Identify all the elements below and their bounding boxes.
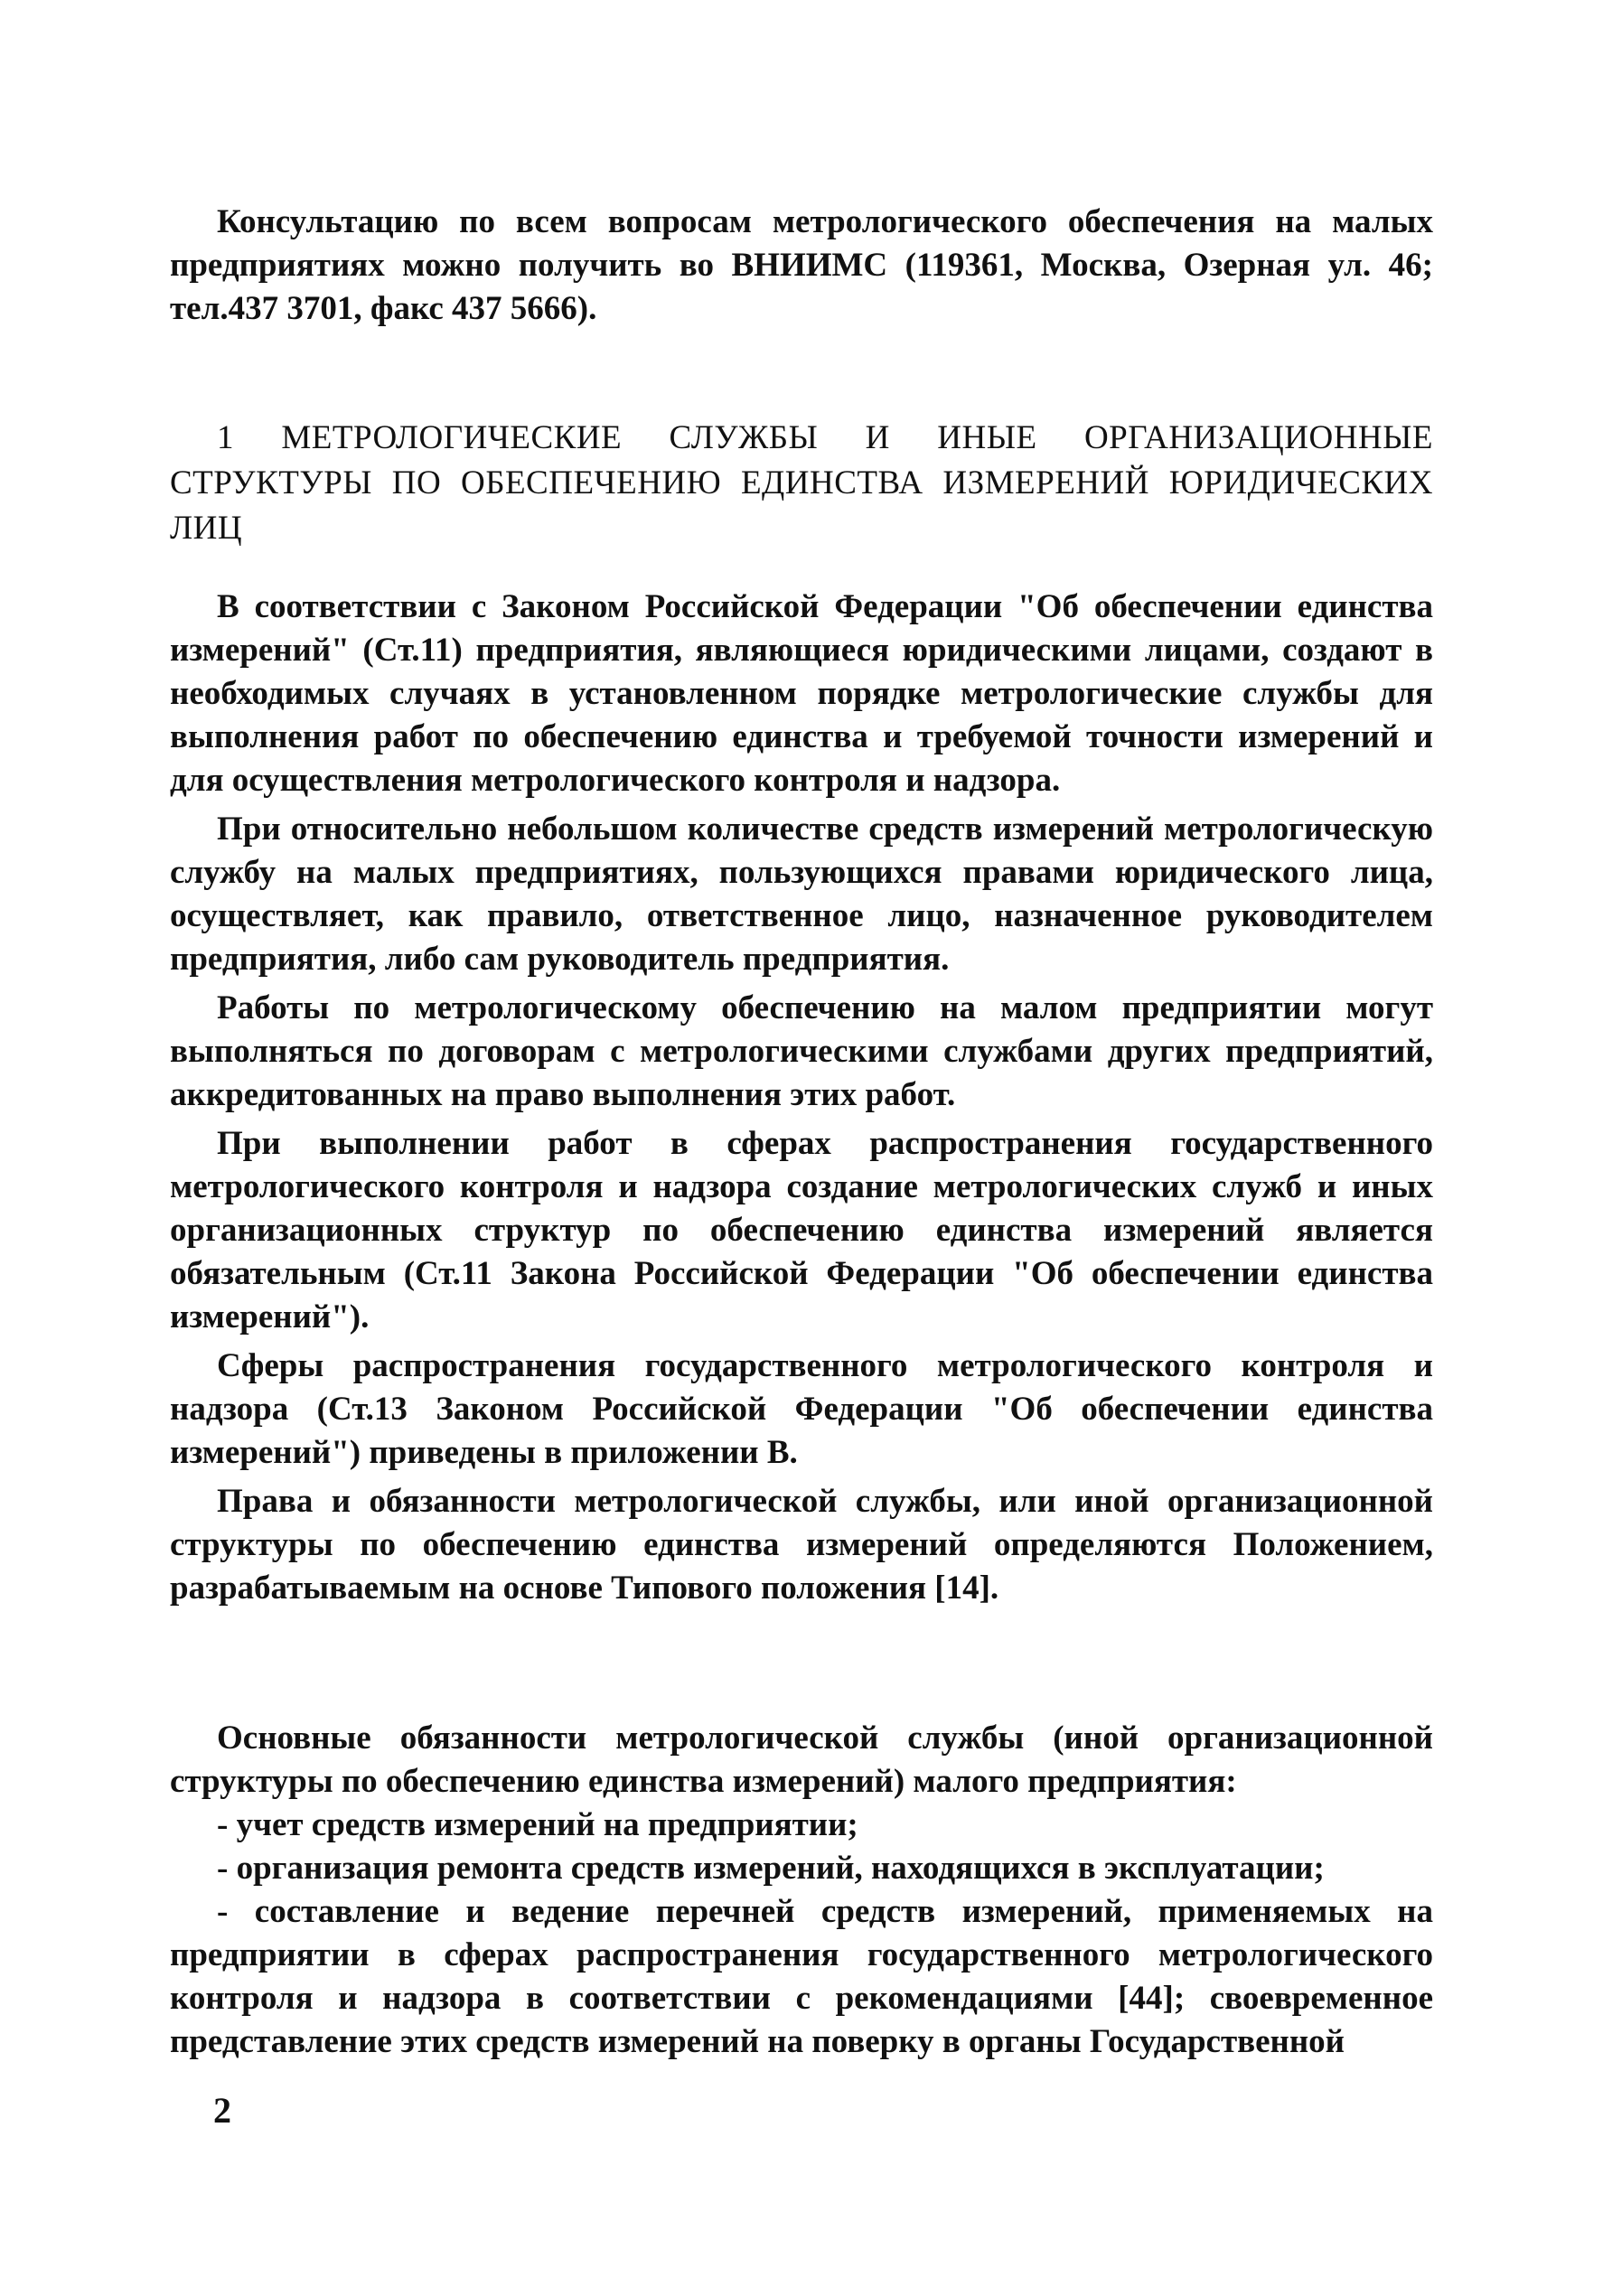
- paragraph-3: Работы по метрологическому обеспечению на малом предприятии могут выполняться по договорам с метрологическими службами других предприятий, аккредитованных на право выполнения этих работ.: [170, 989, 1433, 1113]
- duties-block: [170, 1717, 1433, 2064]
- paragraph-1: В соответствии с Законом Российской Федерации "Об обеспечении единства измерений" (Ст.11) предприятия, являющиеся юридическими лицами, создают в необходимых случаях в установленном порядке метрологические службы для выполнения работ по обеспечению единства и требуемой точности измерений и для осуществления метрологического контроля и надзора.: [170, 588, 1433, 799]
- duty-item-3: - составление и ведение перечней средств измерений, применяемых на предприятии в сферах распространения государственного метрологического контроля и надзора в соответствии с рекомендациями [44]; своевременное представление этих средств измерений на поверку в органы Государственной: [170, 1893, 1433, 2060]
- duties-intro: Основные обязанности метрологической службы (иной организационной структуры по обеспечению единства измерений) малого предприятия:: [170, 1720, 1433, 1800]
- main-body: [170, 586, 1433, 1616]
- paragraph-2: При относительно небольшом количестве средств измерений метрологическую службу на малых предприятиях, пользующихся правами юридического лица, осуществляет, как правило, ответственное лицо, назначенное руководителем предприятия, либо сам руководитель предприятия.: [170, 811, 1433, 978]
- section-heading: 1 МЕТРОЛОГИЧЕСКИЕ СЛУЖБЫ И ИНЫЕ ОРГАНИЗАЦИОННЫЕ СТРУКТУРЫ ПО ОБЕСПЕЧЕНИЮ ЕДИНСТВА ИЗМЕРЕНИЙ ЮРИДИЧЕСКИХ ЛИЦ: [170, 419, 1433, 547]
- paragraph-5: Сферы распространения государственного метрологического контроля и надзора (Ст.13 Законом Российской Федерации "Об обеспечении единства измерений") приведены в приложении В.: [170, 1347, 1433, 1471]
- duty-item-2: - организация ремонта средств измерений, находящихся в эксплуатации;: [217, 1850, 1325, 1887]
- paragraph-6: Права и обязанности метрологической службы, или иной организационной структуры по обеспечению единства измерений определяются Положением, разрабатываемым на основе Типового положения [14].: [170, 1483, 1433, 1607]
- consultation-block: [170, 201, 1433, 331]
- paragraph-4: При выполнении работ в сферах распространения государственного метрологического контроля и надзора создание метрологических служб и иных организационных структур по обеспечению единства измерений является обязательным (Ст.11 Закона Российской Федерации "Об обеспечении единства измерений").: [170, 1125, 1433, 1335]
- page-number: 2: [213, 2090, 231, 2131]
- duty-item-1: - учет средств измерений на предприятии;: [217, 1806, 858, 1843]
- consultation-paragraph: Консультацию по всем вопросам метрологического обеспечения на малых предприятиях можно получить во ВНИИМС (119361, Москва, Озерная ул. 46; тел.437 3701, факс 437 5666).: [170, 203, 1433, 327]
